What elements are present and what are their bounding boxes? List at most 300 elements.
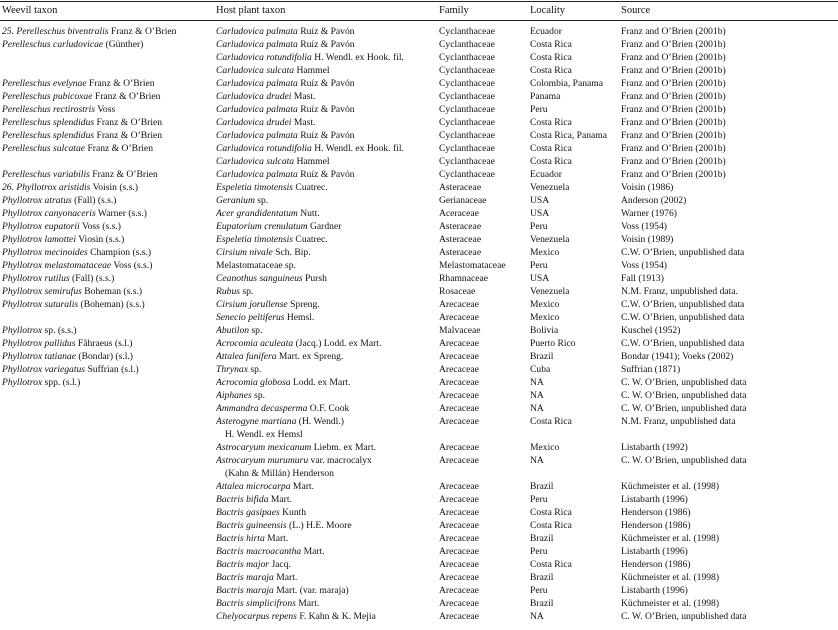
table-row — [0, 181, 838, 194]
source-cell: Franz and O’Brien (2001b) — [621, 104, 726, 115]
table-row — [0, 233, 838, 246]
host-plant-cell — [216, 376, 438, 389]
host-plant-name: Bactris maraja — [216, 572, 274, 583]
table-row — [0, 337, 838, 350]
host-plant-name: Carludovica palmata — [216, 104, 298, 115]
host-plant-cell — [216, 311, 438, 324]
family-cell: Arecaceae — [439, 416, 479, 427]
source-cell: Bondar (1941); Voeks (2002) — [621, 351, 734, 362]
host-plant-authority: Hemsl. — [284, 312, 315, 323]
host-plant-authority: O.F. Cook — [307, 403, 350, 414]
weevil-name: Phyllotrox rutilus — [2, 273, 70, 284]
table-row — [0, 77, 838, 90]
host-plant-authority: Ruíz & Pavón — [297, 39, 355, 50]
table-row — [0, 493, 838, 506]
weevil-authority: Franz & O’Brien — [94, 130, 163, 141]
weevil-taxon-cell — [2, 129, 214, 142]
family-cell: Arecaceae — [439, 494, 479, 505]
weevil-taxon-cell — [2, 207, 214, 220]
host-plant-authority: Hammel — [294, 65, 330, 76]
host-plant-authority: Ruíz & Pavón — [297, 130, 355, 141]
source-cell: Franz and O’Brien (2001b) — [621, 52, 726, 63]
host-plant-authority: Mart. — [264, 533, 289, 544]
locality-cell: Peru — [530, 104, 548, 115]
source-cell: C. W. O’Brien, unpublished data — [621, 390, 747, 401]
source-cell: Henderson (1986) — [621, 520, 691, 531]
family-cell: Rhamnaceae — [439, 273, 489, 284]
weevil-taxon-cell — [2, 38, 214, 51]
source-cell: Franz and O’Brien (2001b) — [621, 39, 726, 50]
host-plant-name: Carludovica sulcata — [216, 65, 295, 76]
weevil-name: 26. Phyllotrox aristidis — [2, 182, 91, 193]
host-plant-cell — [216, 64, 438, 77]
host-plant-authority: Sch. Bip. — [272, 247, 311, 258]
host-plant-cell — [216, 25, 438, 38]
host-plant-authority: Spreng. — [287, 299, 320, 310]
header-locality: Locality — [530, 5, 565, 16]
weevil-authority: (Fall) (s.s.) — [71, 195, 117, 206]
family-cell: Melastomataceae — [439, 260, 506, 271]
source-cell: N.M. Franz, unpublished data. — [621, 286, 738, 297]
family-cell: Arecaceae — [439, 377, 479, 388]
weevil-authority: Franz & O’Brien — [89, 169, 158, 180]
weevil-taxon-cell — [2, 298, 214, 311]
family-cell: Arecaceae — [439, 442, 479, 453]
host-plant-name: Astrocaryum mexicanum — [216, 442, 312, 453]
family-cell: Arecaceae — [439, 559, 479, 570]
weevil-taxon-cell — [2, 350, 214, 363]
weevil-taxon-cell — [2, 285, 214, 298]
host-plant-name: Carludovica palmata — [216, 169, 298, 180]
locality-cell: Costa Rica — [530, 520, 572, 531]
source-cell: Voss (1954) — [621, 221, 667, 232]
host-plant-name: Cirsium jorullense — [216, 299, 288, 310]
locality-cell: Brazil — [530, 481, 554, 492]
family-cell: Arecaceae — [439, 312, 479, 323]
locality-cell: Puerto Rico — [530, 338, 576, 349]
table-row — [0, 441, 838, 454]
weevil-name: Perelleschus pubicoxae — [2, 91, 93, 102]
source-cell: Franz and O’Brien (2001b) — [621, 143, 726, 154]
locality-cell: Costa Rica, Panama — [530, 130, 607, 141]
family-cell: Arecaceae — [439, 403, 479, 414]
family-cell: Cyclanthaceae — [439, 169, 495, 180]
host-plant-authority: (Jacq.) Lodd. ex Mart. — [293, 338, 382, 349]
family-cell: Cyclanthaceae — [439, 143, 495, 154]
host-plant-authority: Ruíz & Pavón — [297, 104, 355, 115]
weevil-name: Phyllotrox lamottei — [2, 234, 76, 245]
weevil-taxon-cell — [2, 116, 214, 129]
family-cell: Cyclanthaceae — [439, 26, 495, 37]
host-plant-cell — [216, 454, 438, 480]
weevil-authority: Franz & O’Brien — [108, 26, 177, 37]
weevil-authority: Fåhraeus (s.l.) — [75, 338, 133, 349]
source-cell: Warner (1976) — [621, 208, 677, 219]
host-plant-authority: Ruíz & Pavón — [297, 26, 355, 37]
table-row — [0, 519, 838, 532]
weevil-taxon-cell — [2, 103, 214, 116]
host-plant-cell — [216, 51, 438, 64]
source-cell: Anderson (2002) — [621, 195, 687, 206]
host-plant-name: Attalea funifera — [216, 351, 277, 362]
source-cell: Voss (1954) — [621, 260, 667, 271]
table-row — [0, 155, 838, 168]
host-plant-cell — [216, 558, 438, 571]
locality-cell: Mexico — [530, 299, 560, 310]
host-plant-cell — [216, 597, 438, 610]
host-plant-name: Cirsium nivale — [216, 247, 273, 258]
locality-cell: Bolivia — [530, 325, 559, 336]
table-row — [0, 64, 838, 77]
host-plant-authority: Gardner — [307, 221, 342, 232]
host-plant-cell — [216, 220, 438, 233]
locality-cell: Peru — [530, 546, 548, 557]
weevil-taxon-cell — [2, 246, 214, 259]
family-cell: Cyclanthaceae — [439, 104, 495, 115]
source-cell: C.W. O’Brien, unpublished data — [621, 299, 745, 310]
weevil-name: Phyllotrox — [2, 325, 43, 336]
header-weevil-taxon: Weevil taxon — [2, 5, 58, 16]
weevil-taxon-cell — [2, 25, 214, 38]
weevil-authority: (Günther) — [103, 39, 144, 50]
host-plant-cell — [216, 389, 438, 402]
family-cell: Cyclanthaceae — [439, 65, 495, 76]
weevil-name: Phyllotrox atratus — [2, 195, 72, 206]
locality-cell: Mexico — [530, 247, 560, 258]
locality-cell: USA — [530, 195, 550, 206]
host-plant-authority: Mart. ex Spreng. — [276, 351, 344, 362]
locality-cell: NA — [530, 377, 544, 388]
host-plant-authority: Cuatrec. — [293, 234, 328, 245]
host-plant-name: Senecio peltiferus — [216, 312, 285, 323]
weevil-name: Perelleschus carludovicae — [2, 39, 104, 50]
source-cell: Franz and O’Brien (2001b) — [621, 156, 726, 167]
family-cell: Cyclanthaceae — [439, 130, 495, 141]
locality-cell: NA — [530, 611, 544, 622]
family-cell: Asteraceae — [439, 234, 482, 245]
weevil-authority: Voss (s.s.) — [111, 260, 153, 271]
family-cell: Asteraceae — [439, 221, 482, 232]
host-plant-cell — [216, 103, 438, 116]
host-plant-cell — [216, 363, 438, 376]
host-plant-authority: var. macrocalyx — [308, 455, 372, 466]
table-row — [0, 454, 838, 480]
host-plant-name: Eupatorium crenulatum — [216, 221, 308, 232]
family-cell: Arecaceae — [439, 611, 479, 622]
header-source: Source — [621, 5, 651, 16]
host-plant-authority: F. Kahn & K. Mejia — [296, 611, 376, 622]
host-plant-cell — [216, 545, 438, 558]
table-row — [0, 103, 838, 116]
family-cell: Rosaceae — [439, 286, 476, 297]
table-row — [0, 415, 838, 441]
host-plant-cell — [216, 181, 438, 194]
locality-cell: Costa Rica — [530, 39, 572, 50]
host-plant-authority: sp. — [239, 286, 254, 297]
weevil-taxon-cell — [2, 272, 214, 285]
host-plant-name: Attalea microcarpa — [216, 481, 291, 492]
weevil-name: Perelleschus splendidus — [2, 130, 95, 141]
table-row — [0, 207, 838, 220]
weevil-name: Phyllotrox mecinoides — [2, 247, 88, 258]
family-cell: Cyclanthaceae — [439, 78, 495, 89]
locality-cell: Brazil — [530, 533, 554, 544]
host-plant-name: Carludovica drudei — [216, 117, 292, 128]
family-cell: Cyclanthaceae — [439, 117, 495, 128]
locality-cell: Brazil — [530, 351, 554, 362]
family-cell: Arecaceae — [439, 533, 479, 544]
table-row — [0, 532, 838, 545]
top-rule — [0, 1, 838, 2]
locality-cell: Cuba — [530, 364, 551, 375]
table-row — [0, 506, 838, 519]
host-plant-authority: Cuatrec. — [293, 182, 328, 193]
host-plant-name: Acrocomia aculeata — [216, 338, 294, 349]
locality-cell: Brazil — [530, 598, 554, 609]
host-plant-cell — [216, 142, 438, 155]
header-rule — [0, 20, 838, 21]
weevil-authority: Voss — [95, 104, 116, 115]
host-plant-name: Acer grandidentatum — [216, 208, 298, 219]
source-cell: Listabarth (1996) — [621, 546, 688, 557]
weevil-authority: Champion (s.s.) — [87, 247, 152, 258]
weevil-taxon-cell — [2, 90, 214, 103]
weevil-authority: Franz & O’Brien — [92, 91, 161, 102]
weevil-taxon-cell — [2, 194, 214, 207]
table-row — [0, 584, 838, 597]
source-cell: Listabarth (1996) — [621, 585, 688, 596]
table-row — [0, 571, 838, 584]
host-plant-authority: Mart. — [268, 494, 292, 505]
weevil-authority: spp. (s.l.) — [42, 377, 81, 388]
host-plant-authority: sp. — [249, 325, 263, 336]
weevil-name: Perelleschus splendidus — [2, 117, 95, 128]
weevil-name: 25. Perelleschus biventralis — [2, 26, 109, 37]
host-plant-cell — [216, 155, 438, 168]
source-cell: Franz and O’Brien (2001b) — [621, 91, 726, 102]
source-cell: Franz and O’Brien (2001b) — [621, 78, 726, 89]
table-row — [0, 376, 838, 389]
host-plant-cell — [216, 610, 438, 623]
family-cell: Cyclanthaceae — [439, 52, 495, 63]
family-cell: Aceraceae — [439, 208, 479, 219]
host-plant-name: Ceanothus sanguineus — [216, 273, 303, 284]
family-cell: Cyclanthaceae — [439, 156, 495, 167]
host-plant-name: Bactris guineensis — [216, 520, 287, 531]
locality-cell: Peru — [530, 585, 548, 596]
weevil-name: Phyllotrox eupatorii — [2, 221, 80, 232]
host-plant-cell — [216, 259, 438, 272]
locality-cell: Costa Rica — [530, 416, 572, 427]
family-cell: Arecaceae — [439, 572, 479, 583]
table-row — [0, 298, 838, 311]
weevil-taxon-cell — [2, 324, 214, 337]
weevil-taxon-cell — [2, 142, 214, 155]
host-plant-authority: Jacq. — [269, 559, 291, 570]
host-plant-name: Carludovica palmata — [216, 39, 298, 50]
source-cell: C. W. O’Brien, unpublished data — [621, 455, 747, 466]
locality-cell: Peru — [530, 494, 548, 505]
host-plant-name: Aiphanes — [216, 390, 252, 401]
table-row — [0, 324, 838, 337]
weevil-name: Phyllotrox melastomataceae — [2, 260, 112, 271]
host-plant-authority: Mart. — [290, 481, 314, 492]
table-row — [0, 597, 838, 610]
weevil-name: Phyllotrox canyonaceris — [2, 208, 96, 219]
locality-cell: Mexico — [530, 312, 560, 323]
weevil-name: Phyllotrox — [2, 377, 43, 388]
locality-cell: Peru — [530, 260, 548, 271]
host-plant-cell — [216, 571, 438, 584]
weevil-authority: Boheman (s.s.) — [81, 286, 143, 297]
weevil-taxon-cell — [2, 337, 214, 350]
host-plant-name: Carludovica palmata — [216, 130, 298, 141]
host-plant-cell — [216, 233, 438, 246]
table-row — [0, 220, 838, 233]
source-cell: C. W. O’Brien, unpublished data — [621, 403, 747, 414]
table-row — [0, 610, 838, 623]
locality-cell: Ecuador — [530, 169, 562, 180]
host-plant-authority-cont: H. Wendl. ex Hemsl — [225, 429, 303, 440]
host-plant-cell — [216, 441, 438, 454]
host-plant-authority: sp. — [254, 195, 269, 206]
family-cell: Gerianaceae — [439, 195, 487, 206]
source-cell: Voisin (1989) — [621, 234, 674, 245]
locality-cell: Costa Rica — [530, 143, 572, 154]
weevil-name: Phyllotrox pallidus — [2, 338, 76, 349]
host-plant-authority-cont: (Kahn & Millán) Henderson — [225, 468, 334, 479]
weevil-taxon-cell — [2, 363, 214, 376]
host-plant-name: Chelyocarpus repens — [216, 611, 297, 622]
host-plant-authority: Hammel — [294, 156, 330, 167]
host-plant-name: Acrocomia globosa — [216, 377, 291, 388]
weevil-authority: (Fall) (s.s.) — [69, 273, 115, 284]
host-plant-cell — [216, 584, 438, 597]
source-cell: Franz and O’Brien (2001b) — [621, 169, 726, 180]
host-plant-name: Carludovica rotundifolia — [216, 52, 312, 63]
host-plant-name: Asterogyne martiana — [216, 416, 297, 427]
family-cell: Arecaceae — [439, 481, 479, 492]
locality-cell: Ecuador — [530, 26, 562, 37]
host-plant-authority: H. Wendl. ex Hook. fil. — [311, 52, 404, 63]
host-plant-cell — [216, 298, 438, 311]
host-plant-name: Bactris macroacantha — [216, 546, 302, 557]
weevil-authority: Franz & O’Brien — [94, 117, 163, 128]
family-cell: Cyclanthaceae — [439, 91, 495, 102]
weevil-name: Perelleschus evelynae — [2, 78, 87, 89]
table-row — [0, 38, 838, 51]
host-plant-authority: Mart. — [295, 598, 320, 609]
host-plant-authority: (L.) H.E. Moore — [286, 520, 352, 531]
family-cell: Arecaceae — [439, 351, 479, 362]
family-cell: Asteraceae — [439, 182, 482, 193]
source-cell: Listabarth (1992) — [621, 442, 688, 453]
weevil-name: Perelleschus sulcatae — [2, 143, 86, 154]
locality-cell: USA — [530, 208, 550, 219]
source-cell: C. W. O’Brien, unpublished data — [621, 377, 747, 388]
table-row — [0, 389, 838, 402]
source-cell: Küchmeister et al. (1998) — [621, 481, 720, 492]
locality-cell: NA — [530, 455, 544, 466]
family-cell: Arecaceae — [439, 507, 479, 518]
host-plant-name: Carludovica drudei — [216, 91, 292, 102]
host-plant-name: Astrocaryum murumuru — [216, 455, 309, 466]
source-cell: C. W. O’Brien, unpublished data — [621, 611, 747, 622]
locality-cell: Venezuela — [530, 286, 570, 297]
source-cell: C.W. O’Brien, unpublished data — [621, 312, 745, 323]
family-cell: Arecaceae — [439, 546, 479, 557]
host-plant-authority: Mart. — [273, 572, 298, 583]
source-cell: Henderson (1986) — [621, 559, 691, 570]
table-row — [0, 558, 838, 571]
weevil-taxon-cell — [2, 77, 214, 90]
table-row — [0, 168, 838, 181]
source-cell: Kuschel (1952) — [621, 325, 681, 336]
source-cell: Voisin (1986) — [621, 182, 674, 193]
host-plant-authority: Kunth — [279, 507, 307, 518]
family-cell: Arecaceae — [439, 455, 479, 466]
table-row — [0, 116, 838, 129]
weevil-authority: Voisin (s.s.) — [90, 182, 139, 193]
host-plant-cell — [216, 90, 438, 103]
source-cell: N.M. Franz, unpublished data — [621, 416, 736, 427]
host-plant-authority: H. Wendl. ex Hook. fil. — [311, 143, 404, 154]
locality-cell: Mexico — [530, 442, 560, 453]
host-plant-cell — [216, 324, 438, 337]
weevil-name: Phyllotrox suturalis — [2, 299, 79, 310]
source-cell: Henderson (1986) — [621, 507, 691, 518]
source-cell: Küchmeister et al. (1998) — [621, 598, 720, 609]
table-row — [0, 259, 838, 272]
host-plant-name: Bactris simplicifrons — [216, 598, 296, 609]
table-row — [0, 311, 838, 324]
host-plant-name: Carludovica rotundifolia — [216, 143, 312, 154]
locality-cell: Venezuela — [530, 182, 570, 193]
weevil-authority: Viosin (s.s.) — [75, 234, 125, 245]
source-cell: Franz and O’Brien (2001b) — [621, 117, 726, 128]
family-cell: Arecaceae — [439, 598, 479, 609]
table-row — [0, 90, 838, 103]
weevil-authority: Franz & O’Brien — [86, 78, 155, 89]
weevil-taxon-cell — [2, 233, 214, 246]
host-plant-name: Bactris gasipaes — [216, 507, 280, 518]
weevil-authority: Warner (s.s.) — [95, 208, 147, 219]
weevil-authority: Franz & O’Brien — [85, 143, 153, 154]
table-row — [0, 350, 838, 363]
host-plant-name: Bactris major — [216, 559, 270, 570]
table-row — [0, 129, 838, 142]
host-plant-cell — [216, 285, 438, 298]
locality-cell: Colombia, Panama — [530, 78, 604, 89]
weevil-name: Phyllotrox variegatus — [2, 364, 86, 375]
table-row — [0, 480, 838, 493]
table-row — [0, 194, 838, 207]
weevil-taxon-cell — [2, 220, 214, 233]
host-plant-cell — [216, 402, 438, 415]
header-family: Family — [439, 5, 469, 16]
host-plant-name: Carludovica palmata — [216, 26, 298, 37]
family-cell: Arecaceae — [439, 338, 479, 349]
weevil-taxon-cell — [2, 259, 214, 272]
host-plant-authority: Mart. — [301, 546, 325, 557]
family-cell: Arecaceae — [439, 520, 479, 531]
source-cell: C.W. O’Brien, unpublished data — [621, 247, 745, 258]
family-cell: Asteraceae — [439, 247, 482, 258]
host-plant-authority: Liebm. ex Mart. — [311, 442, 377, 453]
host-plant-authority: Ruíz & Pavón — [297, 169, 355, 180]
source-cell: Franz and O’Brien (2001b) — [621, 130, 726, 141]
host-plant-cell — [216, 272, 438, 285]
